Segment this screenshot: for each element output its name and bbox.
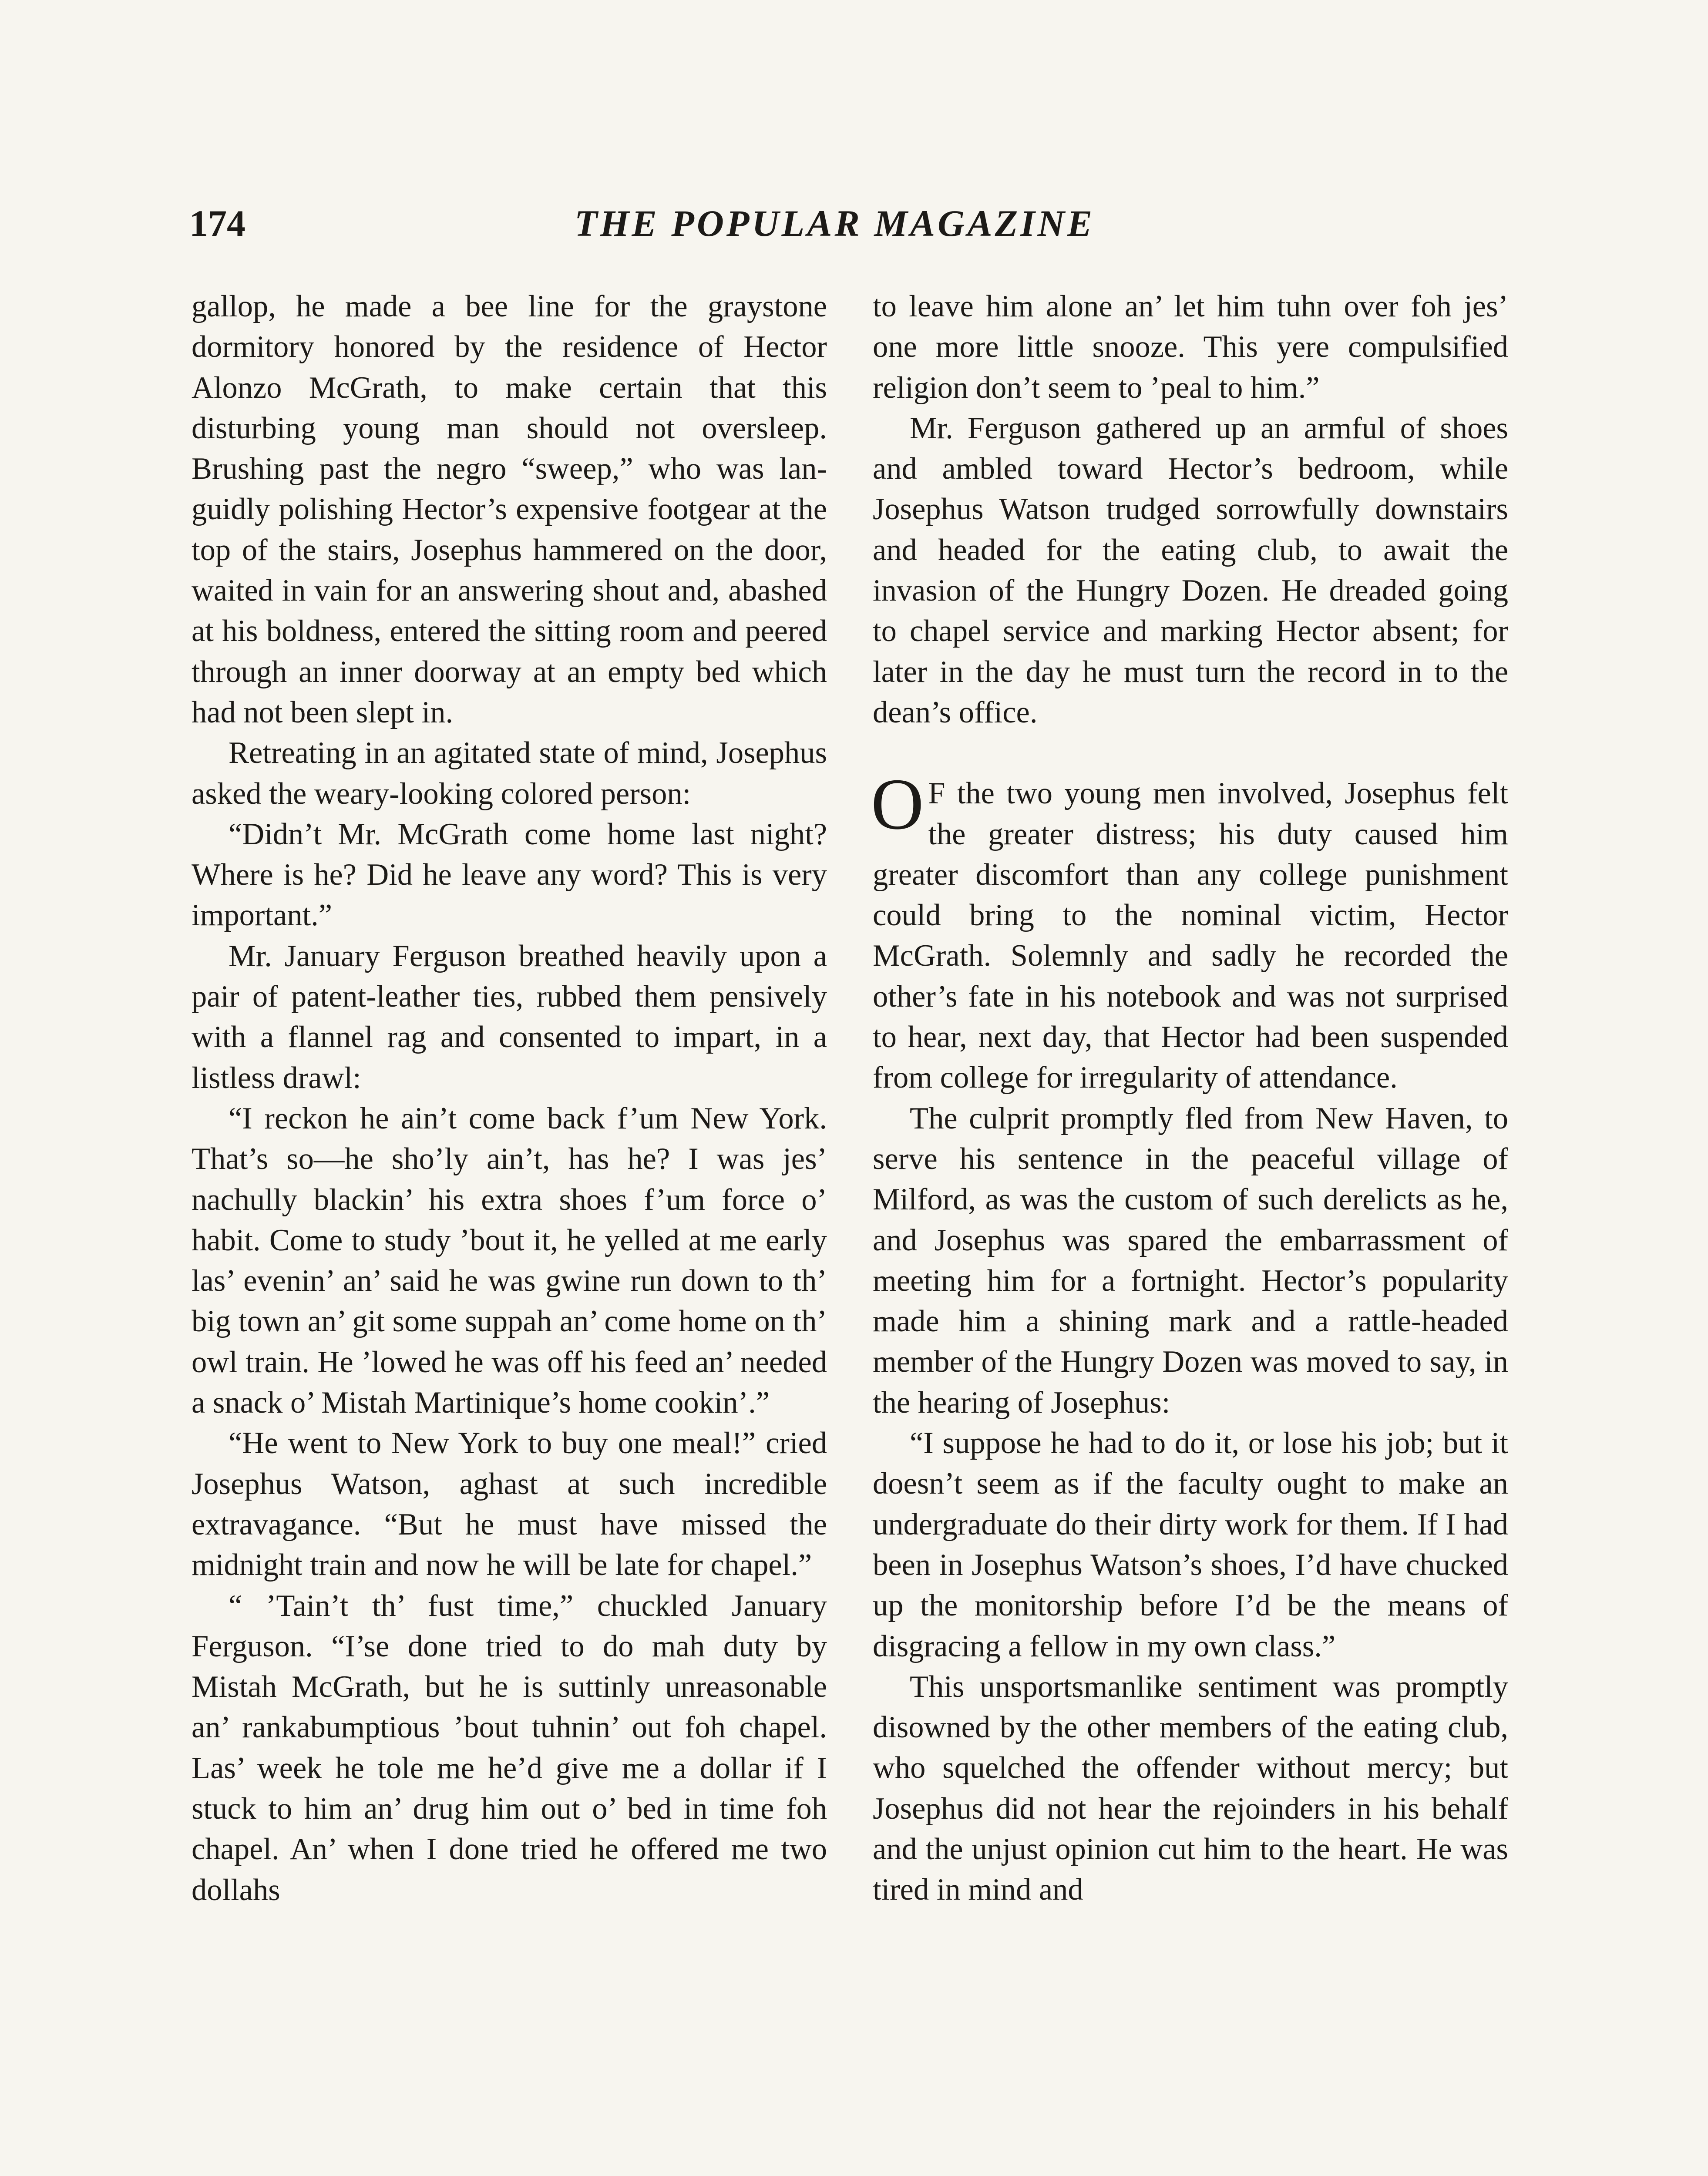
drop-cap: O xyxy=(871,764,924,845)
right-column xyxy=(873,286,1508,1911)
paragraph: “ ’Tain’t th’ fust time,” chuckled January Ferguson. “I’se done tried to do mah duty by Mistah McGrath, but he is suttinly unreasonable an’ rankabumptious ’bout tuhnin’ out foh chapel. Las’ week he tole me he’d give me a dollar if I stuck to him an’ drug him out o’ bed in time foh chapel. An’ when I done tried he offered me two dollahs xyxy=(192,1588,827,1907)
paragraph-text: F the two young men involved, Josephus felt the greater distress; his duty caused him greater discomfort than any college punishment could bring to the nominal victim, Hector McGrath. Solemnly and sadly he recorded the other’s fate in his notebook and was not surprised to hear, next day, that Hector had been suspended from college for irregularity of attendance. xyxy=(873,776,1508,1095)
paragraph: Retreating in an agitated state of mind, Josephus asked the weary-looking colored person: xyxy=(192,736,827,811)
paragraph: Mr. January Ferguson breathed heavily upon a pair of patent-leather ties, rubbed them pensively with a flannel rag and consented to impart, in a listless drawl: xyxy=(192,939,827,1095)
paragraph: “Didn’t Mr. McGrath come home last night? Where is he? Did he leave any word? This is very important.” xyxy=(192,817,827,933)
paragraph: This unsportsmanlike sentiment was promptly disowned by the other members of the eating club, who squelched the offender without mercy; but Josephus did not hear the rejoinders in his behalf and the unjust opinion cut him to the heart. He was tired in mind and xyxy=(873,1669,1508,1907)
paragraph: “I suppose he had to do it, or lose his job; but it doesn’t seem as if the faculty ought to make an undergraduate do their dirty work for them. If I had been in Josephus Watson’s shoes, I’d have chucked up the monitorship before I’d be the means of disgracing a fellow in my own class.” xyxy=(873,1426,1508,1663)
paragraph: gallop, he made a bee line for the graystone dormitory honored by the residence of Hector Alonzo McGrath, to make certain that this disturbing young man should not oversleep. Brushing past the negro “sweep,” who was languidly polishing Hector’s expensive footgear at the top of the stairs, Josephus hammered on the door, waited in vain for an answering shout and, abashed at his boldness, entered the sitting room and peered through an inner doorway at an empty bed which had not been slept in. xyxy=(192,289,827,729)
paragraph: “He went to New York to buy one meal!” cried Josephus Watson, aghast at such incredible extravagance. “But he must have missed the midnight train and now he will be late for chapel.” xyxy=(192,1426,827,1582)
paragraph: Mr. Ferguson gathered up an armful of shoes and ambled toward Hector’s bedroom, while Josephus Watson trudged sorrowfully downstairs and headed for the eating club, to await the invasion of the Hungry Dozen. He dreaded going to chapel service and marking Hector absent; for later in the day he must turn the record in to the dean’s office. xyxy=(873,411,1508,729)
section-start-paragraph xyxy=(871,764,1508,1098)
magazine-title: THE POPULAR MAGAZINE xyxy=(575,202,1095,244)
paragraph: The culprit promptly fled from New Haven, to serve his sentence in the peaceful village of Milford, as was the custom of such derelicts as he, and Josephus was spared the embarrassment of meeting him for a fortnight. Hector’s popularity made him a shining mark and a rattle-headed member of the Hungry Dozen was moved to say, in the hearing of Josephus: xyxy=(873,1101,1508,1420)
paragraph: to leave him alone an’ let him tuhn over foh jes’ one more little snooze. This yere compulsified religion don’t seem to ’peal to him.” xyxy=(873,289,1508,405)
paragraph: “I reckon he ain’t come back f’um New York. That’s so—he sho’ly ain’t, has he? I was jes’ nachully blackin’ his extra shoes f’um force o’ habit. Come to study ’bout it, he yelled at me early las’ evenin’ an’ said he was gwine run down to th’ big town an’ git some suppah an’ come home on th’ owl train. He ’lowed he was off his feed an’ needed a snack o’ Mistah Martinique’s home cookin’.” xyxy=(192,1101,827,1420)
page-number: 174 xyxy=(189,202,245,244)
left-column xyxy=(192,286,827,1911)
